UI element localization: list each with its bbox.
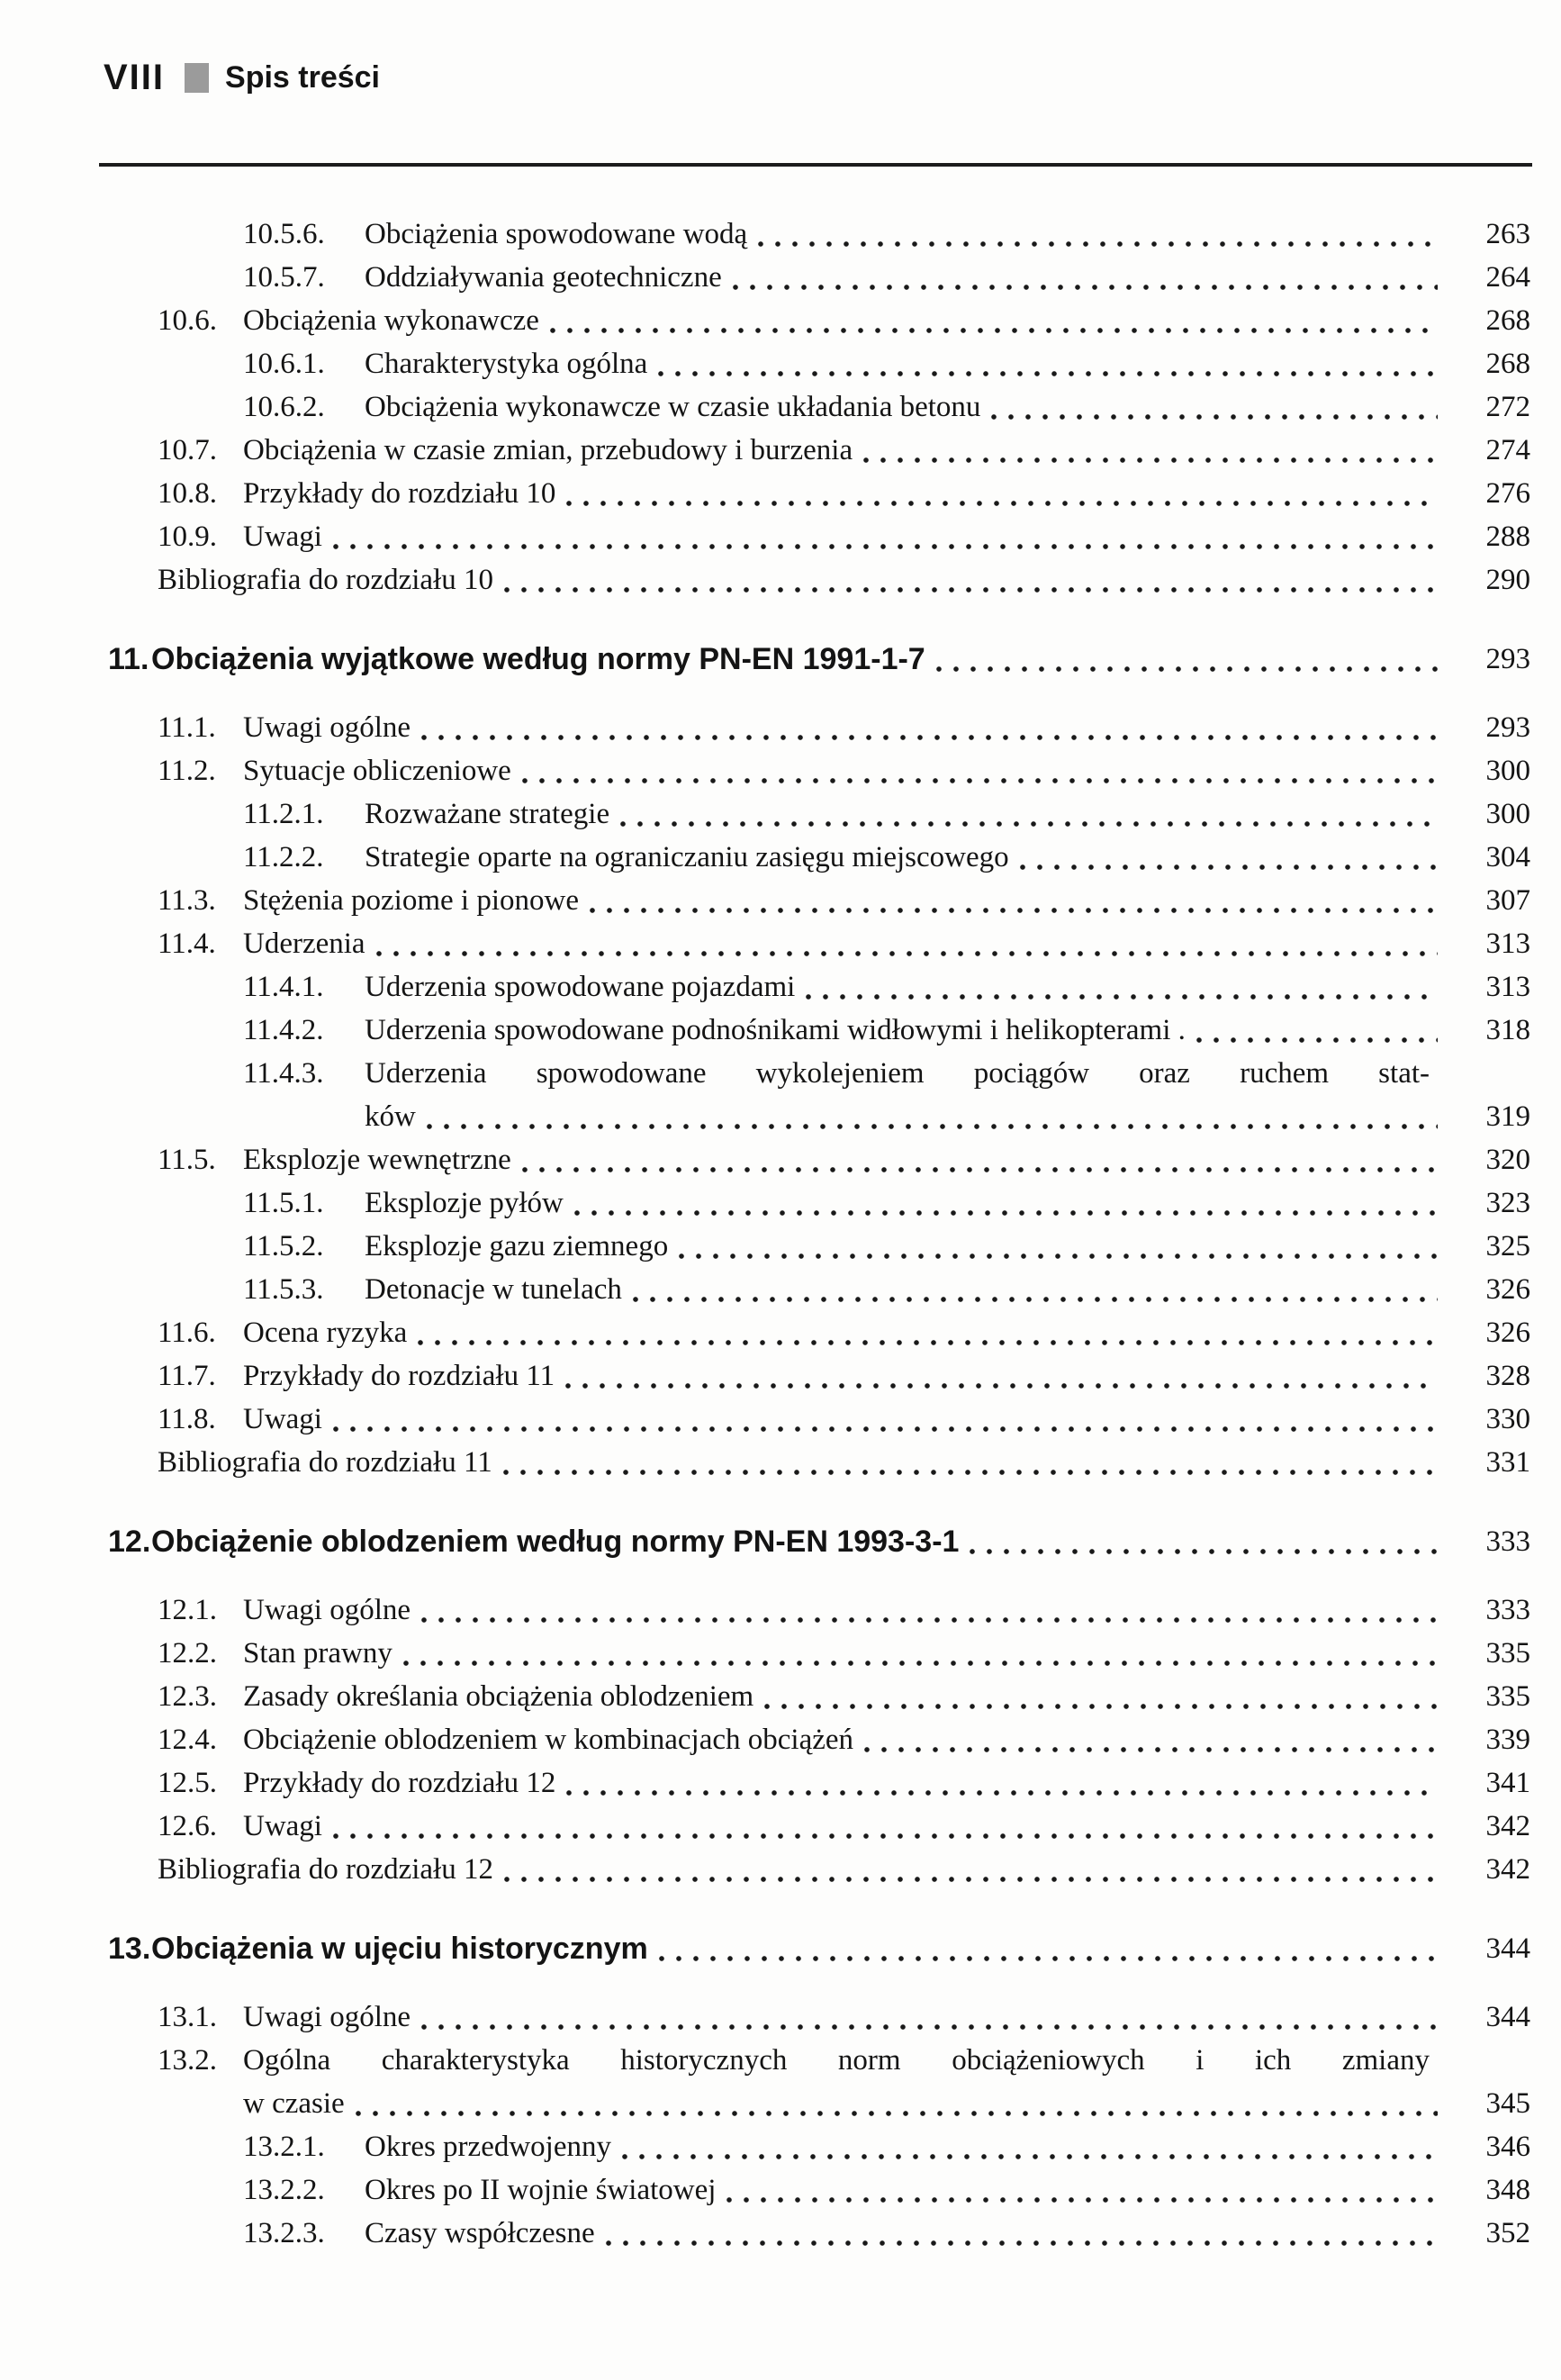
entry-number: 12.3.	[158, 1680, 217, 1713]
entry-title: Zasady określania obciążenia oblodzeniem	[243, 1680, 754, 1713]
entry-page-number: 290	[1485, 564, 1530, 596]
entry-page-number: 263	[1485, 218, 1530, 250]
dot-leader-icon	[418, 1337, 1438, 1346]
entry-title: Ocena ryzyka	[243, 1317, 408, 1349]
dot-leader-icon	[863, 455, 1438, 464]
toc-entry	[104, 213, 1530, 256]
dot-leader-icon	[659, 1953, 1438, 1962]
entry-page-number: 333	[1485, 1525, 1530, 1558]
entry-number: 10.6.2.	[243, 391, 325, 423]
dot-leader-icon	[590, 905, 1438, 914]
entry-page-number: 300	[1485, 755, 1530, 787]
toc-entry	[104, 792, 1530, 836]
dot-leader-icon	[620, 819, 1438, 828]
entry-page-number: 325	[1485, 1230, 1530, 1262]
entry-number: 11.1.	[158, 711, 216, 744]
dot-leader-icon	[658, 368, 1438, 377]
toc-entry	[104, 429, 1530, 472]
entry-title-continuation: w czasie	[243, 2087, 345, 2120]
entry-number: 11.5.2.	[243, 1230, 324, 1262]
entry-page-number: 319	[1485, 1100, 1530, 1133]
toc-entry	[104, 965, 1530, 1009]
dot-leader-icon	[421, 2022, 1438, 2031]
entry-title: Uderzenia	[243, 928, 365, 960]
entry-number: 10.9.	[158, 520, 217, 553]
entry-number: 13.	[108, 1932, 151, 1966]
entry-page-number: 333	[1485, 1594, 1530, 1626]
entry-title: Uwagi	[243, 520, 322, 553]
dot-leader-icon	[606, 2238, 1438, 2247]
dot-leader-icon	[1020, 862, 1438, 871]
toc-entry	[104, 1632, 1530, 1675]
header-rule	[99, 163, 1532, 167]
entry-number: 11.5.	[158, 1144, 216, 1176]
entry-title: Przykłady do rozdziału 11	[243, 1360, 555, 1392]
entry-title: Sytuacje obliczeniowe	[243, 755, 511, 787]
entry-title: Stan prawny	[243, 1637, 393, 1670]
toc-entry	[104, 2039, 1530, 2082]
entry-title: Obciążenia wykonawcze w czasie układania betonu	[365, 391, 981, 423]
dot-leader-icon	[550, 325, 1438, 334]
entry-number: 13.2.	[158, 2044, 217, 2077]
toc-entry	[104, 1138, 1530, 1181]
entry-number: 11.2.1.	[243, 798, 324, 830]
dot-leader-icon	[936, 664, 1438, 673]
entry-page-number: 335	[1485, 1680, 1530, 1713]
toc-entry	[104, 1398, 1530, 1441]
entry-page-number: 264	[1485, 261, 1530, 294]
entry-page-number: 304	[1485, 841, 1530, 873]
entry-number: 13.2.1.	[243, 2131, 325, 2163]
entry-page-number: 274	[1485, 434, 1530, 466]
entry-title: Obciążenie oblodzeniem według normy PN-EN 1993-3-1	[151, 1525, 960, 1559]
entry-page-number: 323	[1485, 1187, 1530, 1219]
entry-title: Charakterystyka ogólna	[365, 348, 648, 380]
toc-entry	[104, 749, 1530, 792]
toc-list	[104, 213, 1530, 2255]
toc-entry	[104, 1995, 1530, 2039]
entry-number: 11.	[108, 642, 149, 676]
toc-entry	[104, 836, 1530, 879]
dot-leader-icon	[566, 498, 1438, 507]
entry-page-number: 344	[1485, 2001, 1530, 2033]
entry-title: Obciążenia wyjątkowe według normy PN-EN 1991-1-7	[151, 642, 925, 676]
toc-entry	[104, 385, 1530, 429]
dot-leader-icon	[864, 1744, 1438, 1753]
entry-page-number: 331	[1485, 1446, 1530, 1479]
toc-entry	[104, 922, 1530, 965]
entry-number: 12.1.	[158, 1594, 217, 1626]
dot-leader-icon	[522, 1164, 1438, 1173]
entry-number: 10.6.1.	[243, 348, 325, 380]
entry-page-number: 313	[1485, 971, 1530, 1003]
entry-title: Eksplozje pyłów	[365, 1187, 564, 1219]
entry-title: Strategie oparte na ograniczaniu zasięgu miejscowego	[365, 841, 1009, 873]
toc-entry	[104, 1805, 1530, 1848]
entry-number: 10.5.6.	[243, 218, 325, 250]
entry-number: 10.6.	[158, 304, 217, 337]
entry-number: 11.2.2.	[243, 841, 324, 873]
entry-number: 12.	[108, 1525, 151, 1559]
entry-number: 11.4.	[158, 928, 216, 960]
toc-entry	[104, 1718, 1530, 1761]
toc-entry	[104, 558, 1530, 602]
entry-page-number: 268	[1485, 348, 1530, 380]
dot-leader-icon	[504, 1874, 1438, 1883]
entry-title: Ogólna charakterystyka historycznych norm obciążeniowych i ich zmiany	[243, 2044, 1430, 2077]
entry-number: 11.5.3.	[243, 1273, 324, 1306]
toc-entry	[104, 1225, 1530, 1268]
entry-page-number: 300	[1485, 798, 1530, 830]
entry-number: 12.4.	[158, 1724, 217, 1756]
dot-leader-icon	[522, 775, 1438, 784]
toc-entry	[104, 2168, 1530, 2212]
dot-leader-icon	[622, 2151, 1438, 2160]
entry-number: 10.7.	[158, 434, 217, 466]
entry-title: Stężenia poziome i pionowe	[243, 884, 579, 917]
toc-entry	[104, 1441, 1530, 1484]
entry-number: 11.2.	[158, 755, 216, 787]
entry-number: 10.5.7.	[243, 261, 325, 294]
entry-number: 11.4.2.	[243, 1014, 324, 1046]
toc-entry	[104, 515, 1530, 558]
toc-entry	[104, 879, 1530, 922]
entry-number: 12.6.	[158, 1810, 217, 1842]
entry-title: Obciążenia w ujęciu historycznym	[151, 1932, 648, 1966]
dot-leader-icon	[764, 1701, 1438, 1710]
toc-chapter-entry	[104, 638, 1530, 681]
toc-entry	[104, 1588, 1530, 1632]
entry-page-number: 348	[1485, 2174, 1530, 2206]
entry-title: Bibliografia do rozdziału 10	[158, 564, 493, 596]
toc-chapter-entry	[104, 1520, 1530, 1563]
entry-title: Detonacje w tunelach	[365, 1273, 622, 1306]
dot-leader-icon	[421, 732, 1438, 741]
entry-page-number: 330	[1485, 1403, 1530, 1435]
toc-entry	[104, 2125, 1530, 2168]
running-header	[104, 58, 380, 98]
entry-title: Przykłady do rozdziału 10	[243, 477, 556, 510]
page-number-roman: VIII	[104, 58, 166, 97]
entry-title: Rozważane strategie	[365, 798, 610, 830]
entry-title: Obciążenia wykonawcze	[243, 304, 539, 337]
entry-title: Okres przedwojenny	[365, 2131, 611, 2163]
entry-page-number: 307	[1485, 884, 1530, 917]
dot-leader-icon	[726, 2194, 1438, 2204]
dot-leader-icon	[733, 282, 1438, 291]
entry-page-number: 288	[1485, 520, 1530, 553]
toc-entry	[104, 1052, 1530, 1095]
dot-leader-icon	[633, 1294, 1438, 1303]
entry-title: Eksplozje wewnętrzne	[243, 1144, 511, 1176]
entry-title: Obciążenie oblodzeniem w kombinacjach obciążeń	[243, 1724, 854, 1756]
entry-page-number: 342	[1485, 1810, 1530, 1842]
header-title: Spis treści	[225, 60, 381, 95]
entry-page-number: 328	[1485, 1360, 1530, 1392]
entry-title: Uderzenia spowodowane wykolejeniem pociągów oraz ruchem stat-	[365, 1057, 1430, 1090]
dot-leader-icon	[503, 1467, 1438, 1476]
toc-entry	[104, 706, 1530, 749]
toc-entry	[104, 1848, 1530, 1891]
dot-leader-icon	[565, 1380, 1438, 1389]
entry-title: Uderzenia spowodowane podnośnikami widłowymi i helikopterami .	[365, 1014, 1186, 1046]
toc-entry	[104, 472, 1530, 515]
entry-page-number: 313	[1485, 928, 1530, 960]
entry-page-number: 326	[1485, 1273, 1530, 1306]
entry-title: Uwagi ogólne	[243, 711, 411, 744]
entry-page-number: 320	[1485, 1144, 1530, 1176]
entry-number: 12.2.	[158, 1637, 217, 1670]
dot-leader-icon	[991, 412, 1438, 421]
dot-leader-icon	[333, 1831, 1438, 1840]
toc-chapter-entry	[104, 1927, 1530, 1970]
entry-title: Uwagi	[243, 1810, 322, 1842]
toc-entry	[104, 1761, 1530, 1805]
toc-entry-continuation	[104, 2082, 1530, 2125]
entry-page-number: 335	[1485, 1637, 1530, 1670]
entry-page-number: 346	[1485, 2131, 1530, 2163]
entry-number: 13.1.	[158, 2001, 217, 2033]
toc-entry	[104, 342, 1530, 385]
entry-title: Uwagi	[243, 1403, 322, 1435]
entry-page-number: 352	[1485, 2217, 1530, 2249]
toc-entry-continuation	[104, 1095, 1530, 1138]
entry-title: Oddziaływania geotechniczne	[365, 261, 722, 294]
entry-page-number: 345	[1485, 2087, 1530, 2120]
dot-leader-icon	[679, 1251, 1438, 1260]
dot-leader-icon	[970, 1546, 1438, 1555]
entry-title: Okres po II wojnie światowej	[365, 2174, 717, 2206]
entry-number: 10.8.	[158, 477, 217, 510]
dot-leader-icon	[1196, 1035, 1438, 1044]
entry-number: 11.6.	[158, 1317, 216, 1349]
toc-entry	[104, 1354, 1530, 1398]
dot-leader-icon	[356, 2108, 1438, 2117]
entry-title: Uderzenia spowodowane pojazdami	[365, 971, 796, 1003]
entry-page-number: 342	[1485, 1853, 1530, 1886]
entry-page-number: 344	[1485, 1932, 1530, 1965]
toc-entry	[104, 1181, 1530, 1225]
entry-title: Czasy współczesne	[365, 2217, 595, 2249]
dot-leader-icon	[566, 1787, 1438, 1796]
entry-title: Obciążenia spowodowane wodą	[365, 218, 748, 250]
entry-page-number: 326	[1485, 1317, 1530, 1349]
toc-entry	[104, 256, 1530, 299]
entry-number: 11.5.1.	[243, 1187, 324, 1219]
toc-entry	[104, 2212, 1530, 2255]
entry-title: Uwagi ogólne	[243, 1594, 411, 1626]
header-square-icon	[185, 63, 209, 93]
dot-leader-icon	[333, 541, 1438, 550]
dot-leader-icon	[403, 1658, 1438, 1667]
toc-entry	[104, 1311, 1530, 1354]
entry-number: 11.3.	[158, 884, 216, 917]
entry-title: Obciążenia w czasie zmian, przebudowy i burzenia	[243, 434, 853, 466]
entry-title: Uwagi ogólne	[243, 2001, 411, 2033]
entry-page-number: 339	[1485, 1724, 1530, 1756]
dot-leader-icon	[806, 991, 1438, 1000]
entry-page-number: 268	[1485, 304, 1530, 337]
entry-number: 13.2.3.	[243, 2217, 325, 2249]
toc-entry	[104, 1009, 1530, 1052]
dot-leader-icon	[758, 239, 1438, 248]
dot-leader-icon	[504, 584, 1438, 593]
toc-entry	[104, 1268, 1530, 1311]
entry-page-number: 341	[1485, 1767, 1530, 1799]
toc-entry	[104, 1675, 1530, 1718]
entry-number: 12.5.	[158, 1767, 217, 1799]
entry-title: Bibliografia do rozdziału 12	[158, 1853, 493, 1886]
entry-title-continuation: ków	[365, 1100, 416, 1133]
entry-number: 11.4.3.	[243, 1057, 324, 1090]
entry-page-number: 272	[1485, 391, 1530, 423]
entry-page-number: 293	[1485, 711, 1530, 744]
entry-number: 11.7.	[158, 1360, 216, 1392]
entry-page-number: 276	[1485, 477, 1530, 510]
dot-leader-icon	[574, 1208, 1438, 1217]
entry-number: 13.2.2.	[243, 2174, 325, 2206]
toc-entry	[104, 299, 1530, 342]
dot-leader-icon	[333, 1424, 1438, 1433]
entry-page-number: 318	[1485, 1014, 1530, 1046]
entry-title: Bibliografia do rozdziału 11	[158, 1446, 492, 1479]
entry-page-number: 293	[1485, 643, 1530, 675]
entry-title: Eksplozje gazu ziemnego	[365, 1230, 669, 1262]
entry-title: Przykłady do rozdziału 12	[243, 1767, 556, 1799]
entry-number: 11.4.1.	[243, 971, 324, 1003]
dot-leader-icon	[421, 1615, 1438, 1624]
entry-number: 11.8.	[158, 1403, 216, 1435]
dot-leader-icon	[427, 1121, 1438, 1130]
dot-leader-icon	[376, 948, 1438, 957]
